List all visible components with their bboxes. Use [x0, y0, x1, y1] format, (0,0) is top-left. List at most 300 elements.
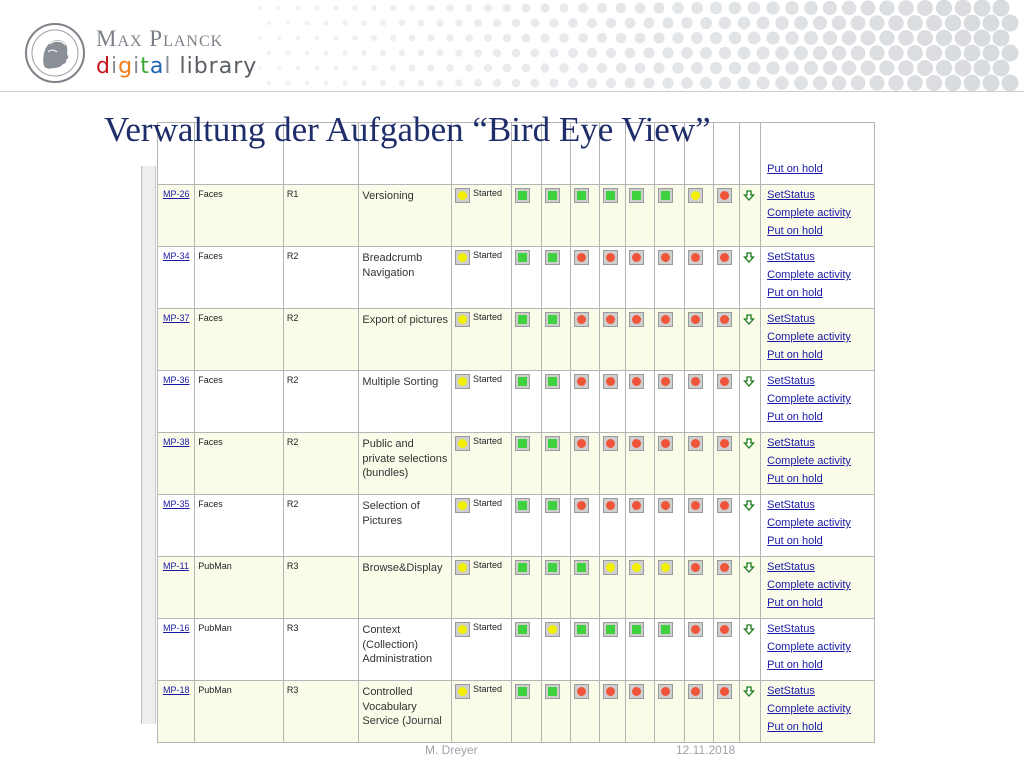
header-dot [729, 62, 742, 75]
phase-cell [512, 619, 541, 681]
header-dot [672, 2, 684, 14]
phase-cell [655, 247, 684, 309]
phase-indicator-fill [606, 191, 615, 200]
header-dot [549, 78, 558, 87]
task-id-link[interactable]: MP-11 [163, 561, 189, 571]
phase-indicator-fill [661, 687, 670, 696]
header-dot [333, 35, 338, 40]
header-dot [380, 50, 386, 56]
phase-indicator [629, 498, 644, 513]
phase-indicator [545, 188, 560, 203]
status-indicator-fill [458, 377, 467, 386]
phase-indicator-fill [632, 315, 641, 324]
release-label: R2 [286, 313, 299, 323]
phase-indicator [717, 312, 732, 327]
put-on-hold-link[interactable]: Put on hold [767, 659, 823, 672]
header-dot [493, 49, 501, 57]
header-dot [1002, 75, 1019, 92]
task-id-cell [158, 619, 195, 681]
phase-indicator [603, 498, 618, 513]
status-cell [452, 433, 512, 495]
phase-indicator-fill [606, 253, 615, 262]
phase-cell [713, 557, 739, 619]
task-id-cell [158, 309, 195, 371]
complete-activity-link[interactable]: Complete activity [767, 393, 851, 406]
phase-indicator-fill [691, 253, 700, 262]
header-dot [662, 77, 673, 88]
set-status-link[interactable]: SetStatus [767, 375, 815, 387]
status-indicator [455, 374, 470, 389]
task-id-cell [158, 681, 195, 743]
phase-cell [512, 185, 541, 247]
header-dot [993, 0, 1010, 17]
phase-indicator [658, 436, 673, 451]
logo-letter: d [96, 54, 111, 79]
logo-letter: r [233, 54, 244, 79]
header-dot [465, 64, 473, 72]
phase-indicator-fill [548, 687, 557, 696]
header-dot [267, 21, 271, 25]
phase-indicator-fill [720, 253, 729, 262]
header-dot [371, 5, 377, 11]
actions-cell [761, 123, 875, 185]
header-dot [974, 60, 991, 77]
header-dot [907, 15, 923, 31]
status-cell [452, 371, 512, 433]
header-dot [738, 47, 751, 60]
move-cell [739, 371, 760, 433]
status-indicator-fill [458, 253, 467, 262]
put-on-hold-link[interactable]: Put on hold [767, 287, 823, 300]
header-dot [672, 62, 684, 74]
phase-cell [655, 185, 684, 247]
phase-indicator [658, 312, 673, 327]
logo-letter: a [218, 54, 234, 79]
phase-cell [626, 619, 655, 681]
put-on-hold-link[interactable]: Put on hold [767, 349, 823, 362]
phase-indicator-fill [577, 563, 586, 572]
header-dot [587, 78, 597, 88]
header-dot [512, 19, 521, 28]
task-name-cell [359, 309, 452, 371]
header-dot [352, 65, 358, 71]
phase-cell [684, 185, 713, 247]
phase-indicator-fill [661, 439, 670, 448]
put-on-hold-link[interactable]: Put on hold [767, 535, 823, 548]
task-name-cell [359, 619, 452, 681]
header-dot [955, 60, 972, 77]
project-cell [195, 557, 284, 619]
phase-indicator-fill [606, 439, 615, 448]
phase-cell [512, 433, 541, 495]
arrow-down-icon[interactable] [744, 190, 754, 201]
phase-cell [541, 371, 570, 433]
header-dot [578, 63, 588, 73]
phase-cell [541, 433, 570, 495]
arrow-down-icon[interactable] [744, 376, 754, 387]
phase-indicator [545, 374, 560, 389]
header-dot [549, 18, 558, 27]
logo-letter: a [149, 54, 165, 79]
phase-cell [684, 619, 713, 681]
header-dot [898, 30, 914, 46]
phase-indicator [515, 622, 530, 637]
header-dot [785, 1, 799, 15]
arrow-down-icon[interactable] [744, 252, 754, 263]
phase-indicator [574, 188, 589, 203]
header-dot [955, 30, 972, 47]
footer-author: M. Dreyer [425, 743, 478, 757]
release-label: R3 [286, 685, 299, 695]
header-dot [955, 0, 972, 16]
phase-cell [600, 433, 626, 495]
minerva-seal-icon [24, 22, 86, 84]
set-status-link[interactable]: SetStatus [767, 623, 815, 635]
complete-activity-link[interactable]: Complete activity [767, 641, 851, 654]
header-dot [578, 33, 588, 43]
header-dot [484, 34, 492, 42]
task-id-link[interactable]: MP-38 [163, 437, 190, 447]
phase-indicator-fill [720, 439, 729, 448]
put-on-hold-link[interactable]: Put on hold [767, 225, 823, 238]
task-id-cell [158, 557, 195, 619]
status-label: Started [473, 498, 503, 508]
phase-indicator [688, 560, 703, 575]
status-label: Started [473, 622, 503, 632]
phase-indicator [658, 684, 673, 699]
phase-indicator [629, 436, 644, 451]
table-row [158, 681, 875, 743]
move-cell [739, 309, 760, 371]
phase-indicator-fill [632, 563, 641, 572]
phase-indicator [658, 498, 673, 513]
phase-cell [626, 495, 655, 557]
phase-indicator [629, 560, 644, 575]
phase-indicator [658, 560, 673, 575]
header-dot [493, 19, 501, 27]
header-dot [869, 75, 884, 90]
screenshot-viewport [157, 163, 875, 734]
task-name: Export of pictures [362, 314, 448, 326]
release-label: R3 [286, 623, 299, 633]
header-dot [719, 47, 731, 59]
header-dot [888, 75, 903, 90]
header-dot [352, 35, 358, 41]
header-dot [823, 61, 837, 75]
header-dot [446, 4, 453, 11]
header-dot [813, 16, 827, 30]
phase-cell [713, 247, 739, 309]
phase-indicator-fill [632, 191, 641, 200]
phase-cell [713, 371, 739, 433]
move-cell [739, 123, 760, 185]
phase-indicator [515, 498, 530, 513]
phase-indicator [515, 312, 530, 327]
phase-indicator [574, 436, 589, 451]
put-on-hold-link[interactable]: Put on hold [767, 163, 823, 176]
phase-indicator [717, 374, 732, 389]
set-status-link[interactable]: SetStatus [767, 685, 815, 697]
complete-activity-link[interactable]: Complete activity [767, 703, 851, 716]
header-dot [643, 17, 654, 28]
task-name-cell [359, 371, 452, 433]
phase-cell [655, 619, 684, 681]
header-dot [993, 60, 1010, 77]
put-on-hold-link[interactable]: Put on hold [767, 411, 823, 424]
project-label: PubMan [198, 685, 232, 695]
actions-cell [761, 681, 875, 743]
actions-cell [761, 619, 875, 681]
task-id-link[interactable]: MP-34 [163, 251, 190, 261]
header-dot [625, 18, 636, 29]
status-indicator [455, 684, 470, 699]
task-id-link[interactable]: MP-18 [163, 685, 190, 695]
phase-indicator [603, 622, 618, 637]
header-dot [305, 21, 310, 26]
header-dot [898, 0, 914, 16]
phase-cell [713, 495, 739, 557]
header-dot [691, 32, 703, 44]
phase-indicator [545, 684, 560, 699]
set-status-link[interactable]: SetStatus [767, 499, 815, 511]
phase-indicator-fill [548, 501, 557, 510]
task-name: Versioning [362, 190, 414, 202]
header-dot [323, 20, 328, 25]
phase-cell [684, 247, 713, 309]
project-label: Faces [198, 499, 223, 509]
logo-subtitle [96, 54, 257, 79]
task-id-link[interactable]: MP-35 [163, 499, 190, 509]
project-label: Faces [198, 375, 223, 385]
actions-cell [761, 247, 875, 309]
header-dot [559, 3, 568, 12]
phase-indicator-fill [577, 501, 586, 510]
header-dot [738, 77, 751, 90]
header-dot [531, 49, 540, 58]
task-name-cell [359, 495, 452, 557]
phase-indicator-fill [548, 253, 557, 262]
put-on-hold-link[interactable]: Put on hold [767, 597, 823, 610]
task-id-link[interactable]: MP-26 [163, 189, 190, 199]
release-label: R2 [286, 499, 299, 509]
header-dot [832, 46, 846, 60]
phase-cell [570, 185, 599, 247]
task-id-link[interactable]: MP-37 [163, 313, 190, 323]
project-label: PubMan [198, 561, 232, 571]
header-dot [775, 16, 788, 29]
header-dot [427, 4, 434, 11]
phase-cell [684, 371, 713, 433]
task-id-link[interactable]: MP-36 [163, 375, 190, 385]
header-dot [390, 35, 396, 41]
header-dot [522, 64, 531, 73]
header-dot [352, 5, 358, 11]
phase-cell [512, 557, 541, 619]
header-dot [729, 2, 742, 15]
phase-indicator [545, 498, 560, 513]
status-label: Started [473, 188, 503, 198]
header-dot [503, 64, 511, 72]
header-dot [333, 5, 338, 10]
phase-indicator-fill [518, 315, 527, 324]
phase-cell [512, 309, 541, 371]
complete-activity-link[interactable]: Complete activity [767, 579, 851, 592]
phase-indicator-fill [661, 315, 670, 324]
move-cell [739, 433, 760, 495]
phase-indicator-fill [632, 687, 641, 696]
table-row [158, 309, 875, 371]
actions-cell [761, 557, 875, 619]
phase-indicator [717, 684, 732, 699]
phase-cell [626, 185, 655, 247]
header-dot [616, 33, 627, 44]
arrow-down-icon[interactable] [744, 438, 754, 449]
header-dot [474, 79, 482, 87]
phase-indicator [545, 312, 560, 327]
phase-indicator-fill [606, 315, 615, 324]
status-cell [452, 185, 512, 247]
header-dot [409, 5, 416, 12]
status-indicator [455, 312, 470, 327]
slide-title: Verwaltung der Aufgaben “Bird Eye View” [104, 110, 711, 149]
phase-indicator [515, 684, 530, 699]
header-dot [861, 1, 876, 16]
task-name-cell [359, 557, 452, 619]
header-dot [756, 76, 769, 89]
header-dot [578, 3, 588, 13]
set-status-link[interactable]: SetStatus [767, 251, 815, 263]
set-status-link[interactable]: SetStatus [767, 437, 815, 449]
set-status-link[interactable]: SetStatus [767, 561, 815, 573]
header-dot [258, 36, 262, 40]
header-dot [399, 80, 406, 87]
logo-letter: l [164, 54, 172, 79]
task-id-link[interactable]: MP-16 [163, 623, 190, 633]
phase-indicator [629, 250, 644, 265]
put-on-hold-link[interactable]: Put on hold [767, 473, 823, 486]
header-dot [277, 6, 281, 10]
phase-indicator [629, 622, 644, 637]
phase-indicator-fill [518, 253, 527, 262]
phase-indicator [545, 250, 560, 265]
phase-cell [512, 681, 541, 743]
header-dot [936, 0, 952, 16]
header-dot [399, 50, 406, 57]
header-dot [888, 15, 903, 30]
phase-indicator [658, 250, 673, 265]
header-dot [559, 63, 568, 72]
arrow-down-icon[interactable] [744, 686, 754, 697]
project-cell [195, 681, 284, 743]
header-dot [380, 20, 386, 26]
complete-activity-link[interactable]: Complete activity [767, 517, 851, 530]
status-indicator-fill [458, 501, 467, 510]
phase-indicator-fill [548, 563, 557, 572]
phase-cell [570, 619, 599, 681]
phase-cell [600, 619, 626, 681]
header-dot [342, 50, 348, 56]
logo-letter: i [133, 54, 141, 79]
task-name-cell [359, 433, 452, 495]
status-indicator-fill [458, 563, 467, 572]
max-planck-logo [24, 22, 258, 86]
put-on-hold-link[interactable]: Put on hold [767, 721, 823, 734]
header-dot [917, 60, 933, 76]
task-table-screenshot [141, 163, 874, 734]
phase-cell [713, 309, 739, 371]
header-dot [917, 30, 933, 46]
status-indicator [455, 498, 470, 513]
header-dot [842, 1, 857, 16]
header-dot [794, 76, 808, 90]
header-dot [1002, 15, 1019, 32]
phase-indicator [688, 374, 703, 389]
header-dot [418, 80, 425, 87]
header-dot [888, 45, 903, 60]
phase-indicator-fill [577, 253, 586, 262]
project-label: Faces [198, 189, 223, 199]
phase-indicator [603, 374, 618, 389]
phase-indicator-fill [606, 377, 615, 386]
complete-activity-link[interactable]: Complete activity [767, 207, 851, 220]
table-row [158, 495, 875, 557]
phase-indicator [629, 374, 644, 389]
task-table [157, 122, 875, 743]
header-dot [465, 4, 473, 12]
arrow-down-icon[interactable] [744, 562, 754, 573]
header-dot [879, 60, 894, 75]
complete-activity-link[interactable]: Complete activity [767, 455, 851, 468]
header-dot [936, 30, 952, 46]
header-dot [823, 1, 837, 15]
header-dot [587, 48, 597, 58]
header-dot [907, 75, 923, 91]
header-dot [540, 33, 549, 42]
phase-indicator-fill [632, 439, 641, 448]
phase-indicator [574, 560, 589, 575]
status-indicator [455, 436, 470, 451]
header-dot [635, 3, 646, 14]
header-dot [568, 78, 578, 88]
set-status-link[interactable]: SetStatus [767, 189, 815, 201]
table-row [158, 433, 875, 495]
phase-indicator-fill [606, 563, 615, 572]
arrow-down-icon[interactable] [744, 500, 754, 511]
header-dot [945, 15, 962, 32]
header-dot [286, 51, 291, 56]
phase-indicator [515, 560, 530, 575]
header-dot [436, 19, 443, 26]
phase-cell [541, 495, 570, 557]
phase-indicator-fill [577, 315, 586, 324]
phase-indicator-fill [720, 501, 729, 510]
phase-indicator-fill [632, 253, 641, 262]
arrow-down-icon[interactable] [744, 314, 754, 325]
release-cell [283, 309, 359, 371]
set-status-link[interactable]: SetStatus [767, 313, 815, 325]
phase-cell [600, 185, 626, 247]
phase-indicator-fill [632, 625, 641, 634]
header-dot [427, 34, 434, 41]
project-cell [195, 185, 284, 247]
actions-cell [761, 495, 875, 557]
complete-activity-link[interactable]: Complete activity [767, 331, 851, 344]
status-indicator [455, 622, 470, 637]
arrow-down-icon[interactable] [744, 624, 754, 635]
complete-activity-link[interactable]: Complete activity [767, 269, 851, 282]
move-cell [739, 619, 760, 681]
header-dot [503, 4, 511, 12]
